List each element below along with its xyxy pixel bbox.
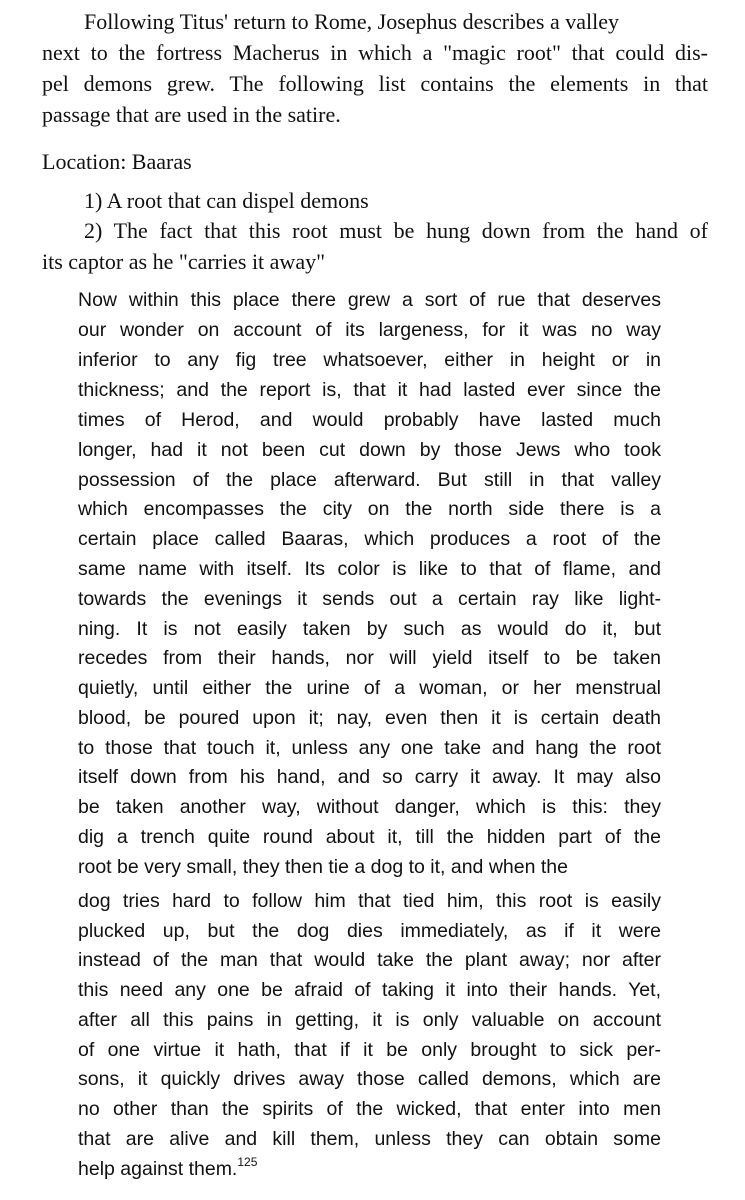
- quote-last-line: [78, 1154, 257, 1184]
- quote-line: plucked up, but the dog dies immediately, as if it were: [78, 920, 661, 942]
- quote-line: possession of the place afterward. But still in that valley: [78, 469, 661, 491]
- quote-line: times of Herod, and would probably have lasted much: [78, 409, 661, 431]
- quote-line: our wonder on account of its largeness, for it was no way: [78, 319, 661, 341]
- list-item: 1) A root that can dispel demons: [84, 188, 369, 213]
- quote-line: same name with itself. Its color is like to that of flame, and: [78, 558, 661, 580]
- location-label: Location: Baaras: [42, 149, 192, 174]
- quote-line: blood, be poured upon it; nay, even then it is certain death: [78, 707, 661, 729]
- quote-line: sons, it quickly drives away those called demons, which are: [78, 1068, 661, 1090]
- quote-line: that are alive and kill them, unless they can obtain some: [78, 1128, 661, 1150]
- footnote-ref[interactable]: 125: [237, 1154, 258, 1169]
- quote-line: root be very small, they then tie a dog to it, and when the: [78, 856, 568, 878]
- quote-line: be taken another way, without danger, which is this: they: [78, 796, 661, 818]
- quote-line: to those that touch it, unless any one take and hang the root: [78, 737, 661, 759]
- quote-line: no other than the spirits of the wicked, that enter into men: [78, 1098, 661, 1120]
- quote-line: after all this pains in getting, it is only valuable on account: [78, 1009, 661, 1031]
- quote-line: of one virtue it hath, that if it be only brought to sick per-: [78, 1039, 661, 1061]
- intro-line: next to the fortress Macherus in which a "magic root" that could dis-: [42, 40, 708, 65]
- quote-line: certain place called Baaras, which produces a root of the: [78, 528, 661, 550]
- quote-last-text: help against them.: [78, 1158, 238, 1180]
- intro-line: Following Titus' return to Rome, Josephus describes a valley: [84, 9, 619, 34]
- intro-line: passage that are used in the satire.: [42, 102, 341, 127]
- quote-line: this need any one be afraid of taking it into their hands. Yet,: [78, 979, 661, 1001]
- intro-line: pel demons grew. The following list contains the elements in that: [42, 71, 708, 96]
- quote-line: towards the evenings it sends out a certain ray like light-: [78, 588, 661, 610]
- list-item: 2) The fact that this root must be hung down from the hand of: [84, 218, 708, 243]
- list-item-continuation: its captor as he "carries it away": [42, 249, 326, 274]
- quote-line: Now within this place there grew a sort of rue that deserves: [78, 289, 661, 311]
- quote-line: ning. It is not easily taken by such as would do it, but: [78, 618, 661, 640]
- quote-line: inferior to any fig tree whatsoever, either in height or in: [78, 349, 661, 371]
- quote-line: instead of the man that would take the plant away; nor after: [78, 949, 661, 971]
- quote-line: dig a trench quite round about it, till the hidden part of the: [78, 826, 661, 848]
- quote-line: longer, had it not been cut down by those Jews who took: [78, 439, 661, 461]
- quote-line: recedes from their hands, nor will yield itself to be taken: [78, 647, 661, 669]
- quote-line: quietly, until either the urine of a woman, or her menstrual: [78, 677, 661, 699]
- quote-line: dog tries hard to follow him that tied him, this root is easily: [78, 890, 661, 912]
- quote-line: thickness; and the report is, that it had lasted ever since the: [78, 379, 661, 401]
- quote-line: which encompasses the city on the north side there is a: [78, 498, 661, 520]
- quote-line: itself down from his hand, and so carry it away. It may also: [78, 766, 661, 788]
